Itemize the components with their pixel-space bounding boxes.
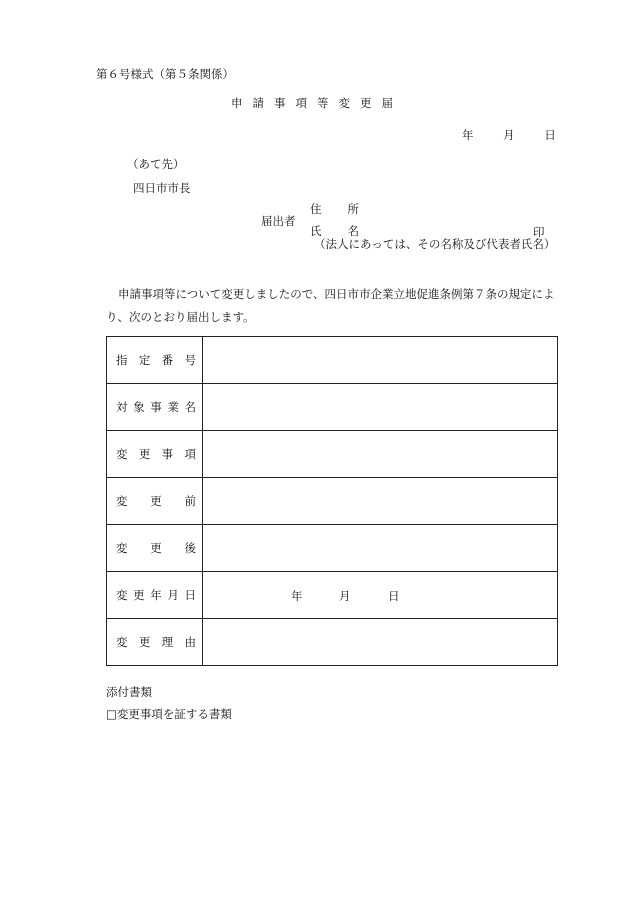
- value-cell-before-change[interactable]: [203, 478, 558, 525]
- table-row: [107, 431, 558, 478]
- label-char: 名: [184, 400, 196, 414]
- date-day-label: 日: [544, 128, 556, 142]
- corporate-note: （法人にあっては、その名称及び代表者氏名）: [314, 237, 556, 251]
- document-title: 申請事項等変更届: [231, 96, 403, 110]
- label-char: 更: [150, 541, 162, 555]
- value-cell-business-name[interactable]: [203, 384, 558, 431]
- row-label-change-item: [107, 431, 203, 478]
- label-char: 年: [150, 588, 162, 602]
- row-label-change-date: [107, 572, 203, 619]
- notifier-label: 届出者: [261, 214, 296, 228]
- label-char: 変: [116, 494, 128, 508]
- label-text: [107, 587, 202, 603]
- label-char: 象: [133, 400, 145, 414]
- change-date-month-label: 月: [339, 589, 351, 603]
- row-label-before-change: [107, 478, 203, 525]
- table-row: [107, 572, 558, 619]
- change-date-year-label: 年: [291, 589, 303, 603]
- label-char: 指: [116, 353, 128, 367]
- body-text: 申請事項等について変更しましたので、四日市市企業立地促進条例第７条の規定により、次のとおり届出します。: [106, 287, 555, 324]
- row-label-after-change: [107, 525, 203, 572]
- table-row: [107, 478, 558, 525]
- label-char: 変: [116, 541, 128, 555]
- addressee-label: （あて先）: [127, 157, 185, 171]
- label-char: 更: [138, 447, 151, 461]
- date-month-label: 月: [503, 128, 515, 142]
- attachment-item-checkbox[interactable]: □変更事項を証する書類: [106, 707, 232, 721]
- label-char: 変: [116, 447, 128, 461]
- label-char: 前: [184, 494, 196, 508]
- label-text: [107, 446, 202, 462]
- value-cell-change-item[interactable]: [203, 431, 558, 478]
- label-char: 対: [116, 400, 128, 414]
- label-char: 日: [184, 588, 196, 602]
- label-char: 番: [161, 353, 174, 367]
- recipient-name: 四日市市長: [133, 181, 191, 195]
- label-text: [107, 634, 202, 650]
- label-char: 月: [167, 588, 179, 602]
- table-row: [107, 384, 558, 431]
- value-cell-designation-number[interactable]: [203, 337, 558, 384]
- label-text: [107, 540, 202, 556]
- table-row: [107, 525, 558, 572]
- label-char: 事: [161, 447, 174, 461]
- label-char: 号: [184, 353, 196, 367]
- label-char: 更: [138, 635, 151, 649]
- row-label-designation-number: [107, 337, 203, 384]
- label-char: 後: [184, 541, 196, 555]
- submission-date: [462, 127, 556, 143]
- label-char: 更: [133, 588, 145, 602]
- attachments-title: 添付書類: [106, 685, 152, 699]
- row-label-change-reason: [107, 619, 203, 666]
- label-char: 業: [167, 400, 179, 414]
- label-text: [107, 352, 202, 368]
- value-cell-change-date[interactable]: [203, 572, 558, 619]
- label-char: 由: [184, 635, 196, 649]
- label-char: 定: [138, 353, 151, 367]
- change-details-table: [106, 336, 558, 666]
- table-row: [107, 619, 558, 666]
- label-char: 事: [150, 400, 162, 414]
- label-char: 更: [150, 494, 162, 508]
- value-cell-change-reason[interactable]: [203, 619, 558, 666]
- label-text: [107, 493, 202, 509]
- name-label: 氏名: [310, 224, 385, 238]
- address-label: 住所: [310, 202, 385, 216]
- label-char: 変: [116, 635, 128, 649]
- label-char: 項: [184, 447, 196, 461]
- change-date-day-label: 日: [388, 589, 400, 603]
- label-char: 変: [116, 588, 128, 602]
- date-year-label: 年: [462, 128, 474, 142]
- label-char: 理: [161, 635, 174, 649]
- row-label-business-name: [107, 384, 203, 431]
- value-cell-after-change[interactable]: [203, 525, 558, 572]
- table-row: [107, 337, 558, 384]
- seal-mark: 印: [533, 225, 545, 239]
- form-number: 第６号様式（第５条関係）: [96, 67, 234, 81]
- label-text: [107, 399, 202, 415]
